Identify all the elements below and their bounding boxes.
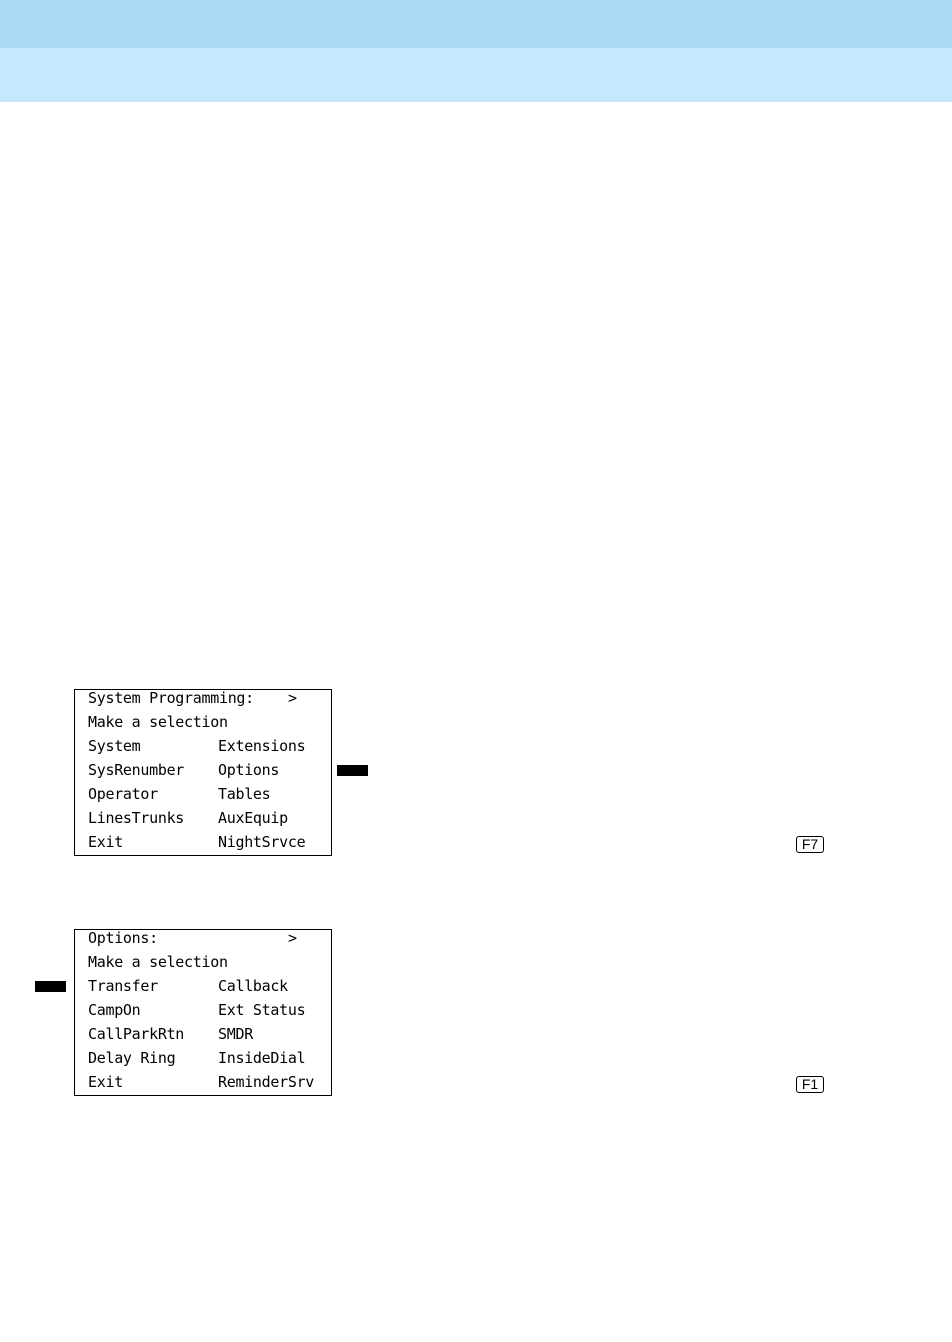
- menu-option-auxequip[interactable]: AuxEquip: [218, 809, 288, 827]
- menu-option-callback[interactable]: Callback: [218, 977, 288, 995]
- screen-title: Options:: [88, 929, 158, 947]
- next-page-arrow[interactable]: >: [288, 689, 297, 707]
- menu-option-insidedial[interactable]: InsideDial: [218, 1049, 306, 1067]
- menu-option-smdr[interactable]: SMDR: [218, 1025, 253, 1043]
- system-programming-screen: [74, 689, 332, 856]
- menu-option-transfer[interactable]: Transfer: [88, 977, 158, 995]
- menu-option-remindersrv[interactable]: ReminderSrv: [218, 1073, 315, 1091]
- screen-prompt: Make a selection: [88, 713, 228, 731]
- options-screen: [74, 929, 332, 1096]
- selection-marker: [337, 765, 368, 776]
- function-key-f7[interactable]: F7: [796, 836, 824, 853]
- menu-option-delay-ring[interactable]: Delay Ring: [88, 1049, 176, 1067]
- header-band-top: [0, 0, 952, 48]
- menu-option-exit[interactable]: Exit: [88, 833, 123, 851]
- menu-option-campon[interactable]: CampOn: [88, 1001, 141, 1019]
- menu-option-sysrenumber[interactable]: SysRenumber: [88, 761, 185, 779]
- menu-option-operator[interactable]: Operator: [88, 785, 158, 803]
- menu-option-system[interactable]: System: [88, 737, 141, 755]
- menu-option-options[interactable]: Options: [218, 761, 280, 779]
- next-page-arrow[interactable]: >: [288, 929, 297, 947]
- menu-option-linestrunks[interactable]: LinesTrunks: [88, 809, 185, 827]
- screen-title: System Programming:: [88, 689, 254, 707]
- menu-option-nightsrvce[interactable]: NightSrvce: [218, 833, 306, 851]
- menu-option-callparkrtn[interactable]: CallParkRtn: [88, 1025, 185, 1043]
- menu-option-tables[interactable]: Tables: [218, 785, 271, 803]
- menu-option-extensions[interactable]: Extensions: [218, 737, 306, 755]
- menu-option-exit[interactable]: Exit: [88, 1073, 123, 1091]
- header-band-bottom: [0, 48, 952, 102]
- screen-prompt: Make a selection: [88, 953, 228, 971]
- selection-marker: [35, 981, 66, 992]
- function-key-f1[interactable]: F1: [796, 1076, 824, 1093]
- menu-option-ext-status[interactable]: Ext Status: [218, 1001, 306, 1019]
